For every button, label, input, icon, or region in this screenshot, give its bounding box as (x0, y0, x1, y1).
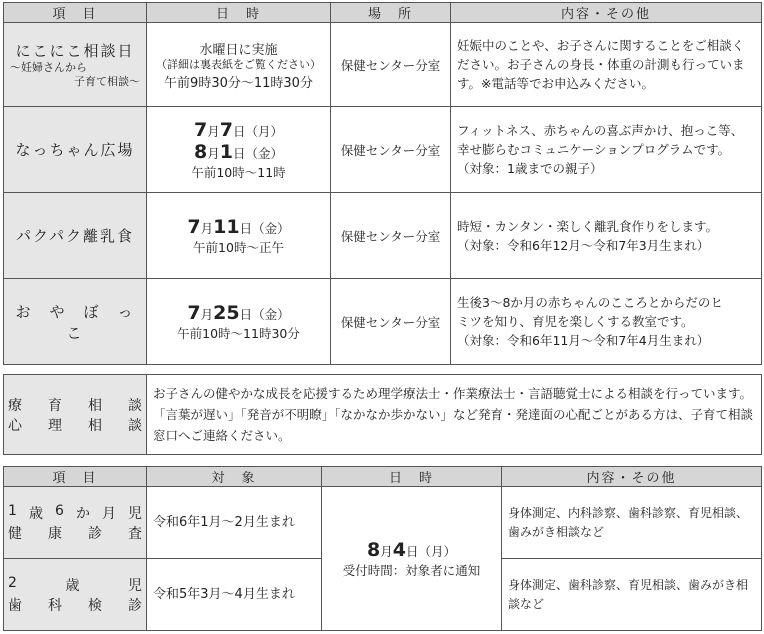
table-row (4, 193, 762, 279)
events-table (3, 2, 762, 365)
date-day: 7 (219, 118, 233, 141)
item-char: 科 (48, 597, 62, 614)
date (322, 539, 501, 561)
datetime-cell (147, 193, 331, 279)
target-cell: 令和5年3月〜4月生まれ (147, 559, 322, 631)
content-cell (451, 279, 762, 365)
date-month-unit: 月 (200, 220, 214, 236)
item-line-2 (4, 595, 146, 615)
table-row (4, 23, 762, 107)
date-month-unit: 月 (380, 543, 393, 559)
item-char: 歳 (28, 505, 43, 522)
item-char: 診 (88, 525, 102, 542)
header-item: 項 目 (4, 467, 147, 487)
date-month: 7 (187, 301, 201, 324)
label-char: 理 (48, 417, 62, 434)
item-2year-dental (4, 559, 147, 631)
item-pakupaku: パクパク離乳食 (4, 193, 147, 279)
item-char: 1 (8, 502, 17, 519)
header-datetime: 日 時 (147, 3, 331, 23)
content-line: ミツを知り、育児を楽しくする教室です。 (457, 314, 694, 329)
content-line: 生後3〜8か月の赤ちゃんのこころとからだのヒ (457, 295, 723, 310)
item-char: 康 (48, 525, 62, 542)
label-char: 談 (128, 397, 142, 414)
target-cell: 令和6年1月〜2月生まれ (147, 487, 322, 559)
content-cell (451, 107, 762, 193)
item-char: 査 (128, 525, 142, 542)
item-title: にこにこ相談日 (15, 42, 135, 60)
header-item: 項 目 (4, 3, 147, 23)
item-line-1 (4, 503, 146, 523)
datetime-cell (147, 23, 331, 107)
checkup-datetime-cell (322, 487, 502, 631)
events-table-header (4, 3, 762, 23)
datetime-cell (147, 107, 331, 193)
table-row (4, 279, 762, 365)
item-nikoniko (4, 23, 147, 107)
time-text: 午前10時〜11時 (191, 164, 286, 180)
date-month: 8 (194, 140, 208, 163)
place-cell: 保健センター分室 (331, 23, 451, 107)
content-line: フィットネス、赤ちゃんの喜ぶ声かけ、抱っこ等、 (457, 123, 744, 138)
table-row (4, 375, 762, 455)
content-cell: 身体測定、内科診察、歯科診察、育児相談、歯みがき相談など (502, 487, 762, 559)
label-char: 相 (88, 417, 102, 434)
item-char: 月 (101, 505, 116, 522)
item-line-1 (4, 575, 146, 595)
content-cell (451, 193, 762, 279)
date-text: 水曜日に実施 (199, 42, 278, 58)
date-day: 11 (213, 215, 240, 238)
content-line: （対象：1歳までの親子） (457, 161, 603, 176)
date-month-unit: 月 (200, 306, 214, 322)
content-line: 幸せ膨らむコミュニケーションプログラムです。 (457, 142, 731, 157)
consultation-table (3, 374, 762, 455)
date-note: （詳細は裏表紙をご覧ください） (156, 57, 321, 71)
item-char: 児 (128, 505, 142, 522)
item-char: か (75, 505, 90, 522)
content-cell: 身体測定、歯科診察、育児相談、歯みがき相談など (502, 559, 762, 631)
content-line: 時短・カンタン・楽しく離乳食作りをします。 (457, 218, 719, 234)
date-a (147, 119, 330, 141)
table-row (4, 487, 762, 559)
item-oyabokko: お や ぼ っ こ (4, 279, 147, 365)
item-18month-checkup (4, 487, 147, 559)
date-suffix: 日（月） (405, 543, 456, 559)
item-subtitle-2: 子育て相談〜 (74, 75, 140, 88)
item-char: 健 (8, 525, 22, 542)
time-text: 午前10時〜11時30分 (177, 325, 300, 341)
place-cell: 保健センター分室 (331, 193, 451, 279)
label-char: 育 (48, 397, 62, 414)
date-b (147, 141, 330, 163)
date-month: 7 (194, 118, 208, 141)
item-char: 検 (88, 597, 102, 614)
date-month: 7 (187, 215, 201, 238)
date-day: 1 (219, 140, 233, 163)
consultation-label (4, 375, 147, 455)
place-cell: 保健センター分室 (331, 279, 451, 365)
time-text: 午前9時30分〜11時30分 (164, 75, 313, 91)
date-day: 25 (213, 301, 240, 324)
checkup-table (3, 466, 762, 631)
label-char: 療 (8, 397, 22, 414)
date-suffix: 日（月） (232, 123, 283, 139)
checkup-table-header (4, 467, 762, 487)
label-line-2 (4, 415, 146, 435)
item-char: 歯 (8, 597, 22, 614)
label-char: 心 (8, 417, 22, 434)
header-place: 場 所 (331, 3, 451, 23)
item-char: 診 (128, 597, 142, 614)
date (147, 216, 330, 238)
header-content: 内容・その他 (502, 467, 762, 487)
place-cell: 保健センター分室 (331, 107, 451, 193)
date-month-unit: 月 (207, 123, 220, 139)
header-target: 対 象 (147, 467, 322, 487)
item-subtitle-1: 〜妊婦さんから (10, 61, 87, 74)
header-datetime: 日 時 (322, 467, 502, 487)
item-char: 2 (8, 574, 17, 591)
table-row (4, 107, 762, 193)
date-month-unit: 月 (207, 145, 220, 161)
date-day: 4 (392, 538, 406, 561)
reception-note: 受付時間：対象者に通知 (342, 562, 481, 578)
header-content: 内容・その他 (451, 3, 762, 23)
date-suffix: 日（金） (239, 220, 290, 236)
content-cell: 妊娠中のことや、お子さんに関することをご相談ください。お子さんの身長・体重の計測も行っています。※電話等でお申込みください。 (451, 23, 762, 107)
item-char: 歳 (65, 577, 80, 594)
consultation-content: お子さんの健やかな成長を応援するため理学療法士・作業療法士・言語聴覚士による相談を行っています。「言葉が遅い」「発音が不明瞭」「なかなか歩かない」など発育・発達面の心配ごとがある方は、子育て相談窓口へご連絡ください。 (147, 375, 762, 455)
content-line: （対象：令和6年12月〜令和7年3月生まれ） (457, 237, 710, 253)
item-line-2 (4, 523, 146, 543)
date-suffix: 日（金） (239, 306, 290, 322)
date (147, 302, 330, 324)
item-nacchan: なっちゃん広場 (4, 107, 147, 193)
datetime-cell (147, 279, 331, 365)
label-char: 相 (88, 397, 102, 414)
item-char: 児 (127, 577, 142, 594)
time-text: 午前10時〜正午 (193, 239, 284, 255)
date-month: 8 (367, 538, 381, 561)
label-char: 談 (128, 417, 142, 434)
item-char: 6 (54, 502, 64, 519)
content-line: （対象：令和6年11月〜令和7年4月生まれ） (457, 333, 710, 348)
date-suffix: 日（金） (232, 145, 283, 161)
label-line-1 (4, 395, 146, 415)
